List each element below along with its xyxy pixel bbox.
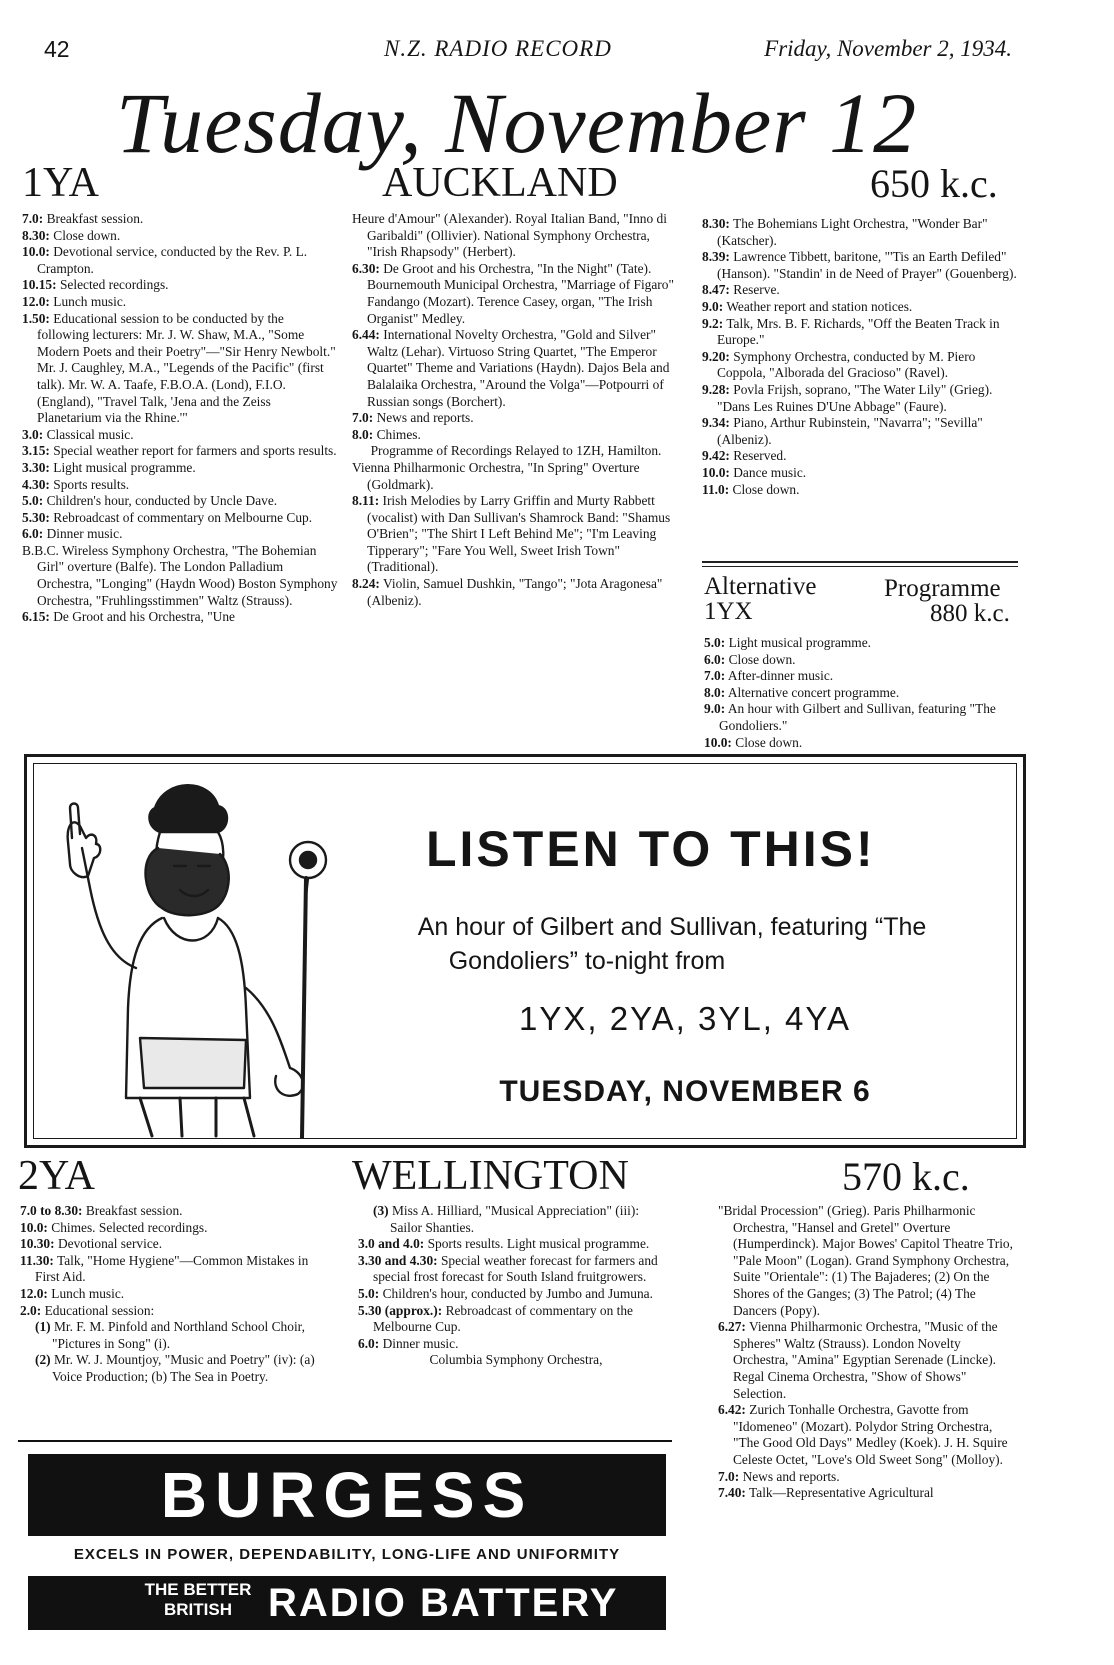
entry-description: Close down. [728, 651, 796, 667]
station-city-auckland: AUCKLAND [382, 160, 618, 206]
schedule-entry [704, 652, 1020, 669]
entry-time: 7.0: [22, 211, 44, 226]
alt-divider-top [702, 561, 1018, 563]
entry-description: Violin, Samuel Dushkin, "Tango"; "Jota Aragonesa" (Albeniz). [367, 576, 663, 608]
entry-description: Lunch music. [53, 293, 127, 309]
alt-freq-880: 880 k.c. [930, 600, 1010, 627]
entry-description: Miss A. Hilliard, "Musical Appreciation" (iii): Sailor Shanties. [390, 1203, 640, 1235]
schedule-entry [702, 282, 1018, 299]
entry-time: 1.50: [22, 310, 50, 326]
entry-time: 5.30: [22, 509, 50, 525]
schedule-entry [352, 576, 680, 609]
schedule-entry [352, 327, 680, 410]
entry-description: Weather report and station notices. [726, 298, 913, 314]
auckland-column-1 [22, 211, 338, 626]
schedule-entry [358, 1253, 674, 1286]
entry-time: 8.30: [702, 216, 730, 231]
ad-text-line-2: Gondoliers” to-night from [448, 947, 726, 975]
entry-description: Programme of Recordings Relayed to 1ZH, Hamilton. [370, 443, 662, 459]
entry-description: De Groot and his Orchestra, "Une [53, 609, 235, 625]
entry-description: Mr. W. J. Mountjoy, "Music and Poetry" (iv): (a) Voice Production; (b) The Sea in Poetry. [52, 1352, 315, 1384]
schedule-entry [702, 448, 1018, 465]
schedule-entry [22, 294, 338, 311]
schedule-entry [702, 216, 1018, 249]
entry-description: Breakfast session. [85, 1203, 183, 1218]
entry-description: Classical music. [46, 426, 134, 442]
burgess-small-1: THE BETTER [144, 1580, 252, 1599]
entry-description: Heure d'Amour" (Alexander). Royal Italian Band, "Inno di Garibaldi" (Ollivier). National Symphony Orchestra, "Irish Rhapsody" (Herbert). [352, 211, 667, 260]
entry-description: Mr. F. M. Pinfold and Northland School Choir, "Pictures in Song" (i). [52, 1319, 305, 1351]
auckland-column-3 [702, 216, 1018, 498]
schedule-entry [20, 1303, 336, 1320]
entry-description: Lunch music. [51, 1285, 125, 1301]
schedule-entry [22, 311, 338, 427]
entry-description: Breakfast session. [46, 211, 144, 226]
entry-description: Povla Frijsh, soprano, "The Water Lily" (Grieg). "Dans Les Ruines D'Une Abbage" (Faure). [717, 381, 993, 414]
entry-time: 8.30: [22, 227, 50, 243]
entry-description: Symphony Orchestra, conducted by M. Piero Coppola, "Alborada del Gracioso" (Ravel). [717, 348, 976, 381]
schedule-entry [702, 482, 1018, 499]
schedule-entry [352, 410, 680, 427]
schedule-entry [718, 1485, 1018, 1502]
entry-time: 11.0: [702, 481, 730, 497]
schedule-entry [20, 1220, 336, 1237]
entry-time: 5.0: [358, 1285, 380, 1301]
entry-description: Sports results. [53, 476, 130, 492]
entry-description: Rebroadcast of commentary on the Melbourne Cup. [373, 1302, 633, 1335]
entry-time: 6.0: [358, 1335, 380, 1351]
page-header [44, 36, 1012, 66]
entry-description: Talk—Representative Agricultural [749, 1485, 934, 1501]
schedule-entry [352, 460, 680, 493]
entry-description: Vienna Philharmonic Orchestra, "Music of the Spheres" Waltz (Strauss). London Novelty Orchestra, "Amina" Egyptian Serenade (Lincke). Regal Cinema Orchestra, "Show of Shows" Selection. [733, 1319, 998, 1401]
station-call-2ya: 2YA [18, 1153, 96, 1199]
alt-label: Alternative [704, 573, 817, 600]
schedule-entry [358, 1352, 674, 1369]
entry-description: B.B.C. Wireless Symphony Orchestra, "The Bohemian Girl" overture (Balfe). The London Palladium Orchestra, "Longing" (Haydn Wood) Boston Symphony Orchestra, "Fruhlingsstimmen" Waltz (Strauss). [22, 542, 338, 608]
entry-time: 11.30: [20, 1252, 54, 1268]
entry-description: Educational session to be conducted by the following lecturers: Mr. J. W. Shaw, M.A., "Some Modern Poets and their Poetry"—"Sir Henry Newbolt." Mr. J. Caughley, M.A., "Legends of the Pacific" (first talk). Mr. W. A. Taafe, F.B.O.A. (Lond), F.I.O. (England), "Travel Talk, 'Jena and the Zeiss Planetarium via the Rhine.'" [37, 310, 336, 426]
entry-description: An hour with Gilbert and Sullivan, featuring "The Gondoliers." [719, 701, 996, 733]
schedule-entry [20, 1236, 336, 1253]
burgess-top-rule [18, 1440, 672, 1442]
alt-schedule [704, 635, 1020, 751]
entry-description: Piano, Arthur Rubinstein, "Navarra"; "Sevilla" (Albeniz). [717, 415, 983, 447]
entry-time: 9.34: [702, 415, 730, 431]
entry-description: Devotional service. [57, 1236, 163, 1252]
schedule-entry [358, 1236, 674, 1253]
schedule-entry [704, 685, 1020, 702]
schedule-entry [22, 228, 338, 245]
schedule-entry [358, 1286, 674, 1303]
entry-time: 9.42: [702, 448, 730, 464]
station-freq-570: 570 k.c. [842, 1154, 970, 1199]
entry-description: Light musical programme. [53, 459, 196, 475]
schedule-entry [22, 460, 338, 477]
entry-description: Close down. [732, 481, 800, 497]
entry-time: 7.0 to 8.30: [20, 1203, 83, 1218]
entry-time: 9.28: [702, 381, 730, 397]
schedule-entry [702, 382, 1018, 415]
schedule-entry [358, 1203, 674, 1236]
schedule-entry [702, 415, 1018, 448]
schedule-entry [718, 1402, 1018, 1468]
entry-time: 9.0: [704, 701, 726, 717]
alt-call-1yx: 1YX [704, 598, 753, 625]
entry-description: Chimes. [376, 426, 421, 442]
schedule-entry [22, 477, 338, 494]
entry-description: Zurich Tonhalle Orchestra, Gavotte from "Idomeneo" (Mozart). Polydor String Orchestra, "The Good Old Days" Medley (Koek). J. H. Squire Celeste Octet, "Love's Old Sweet Song" (Molloy). [733, 1402, 1008, 1467]
entry-time: 5.0: [704, 635, 726, 650]
entry-time: 10.0: [22, 244, 50, 260]
entry-description: Selected recordings. [59, 277, 169, 293]
entry-time: 5.30 (approx.): [358, 1302, 443, 1318]
entry-time: 3.15: [22, 443, 50, 459]
burgess-brand: BURGESS [160, 1459, 534, 1531]
entry-time: (3) [373, 1203, 389, 1218]
gondolier-illustration [40, 768, 370, 1138]
schedule-entry [702, 316, 1018, 349]
schedule-entry [352, 427, 680, 444]
schedule-entry [22, 427, 338, 444]
auckland-column-2 [352, 211, 680, 609]
entry-description: Close down. [735, 734, 803, 750]
entry-time: 6.15: [22, 609, 50, 625]
schedule-entry [22, 609, 338, 626]
entry-time: 7.40: [718, 1485, 746, 1501]
entry-time: 8.47: [702, 282, 730, 298]
schedule-entry [20, 1286, 336, 1303]
entry-description: After-dinner music. [727, 668, 834, 684]
entry-time: 5.0: [22, 493, 44, 509]
ad-text-line-1: An hour of Gilbert and Sullivan, featuring “The [417, 913, 927, 941]
entry-description: International Novelty Orchestra, "Gold and Silver" Waltz (Lehar). Virtuoso String Quartet, "The Emperor Quartet" Theme and Variations (Haydn). Dajos Bela and Balalaika Orchestra, "Around the Volga"—Potpourri of Russian songs (Borchert). [367, 327, 670, 409]
entry-description: Alternative concert programme. [727, 684, 900, 700]
wellington-column-1 [20, 1203, 336, 1386]
entry-time: 8.11: [352, 493, 380, 509]
station-city-wellington: WELLINGTON [352, 1153, 629, 1199]
entry-description: The Bohemians Light Orchestra, "Wonder Bar" (Katscher). [717, 216, 988, 248]
publication-title: N.Z. RADIO RECORD [384, 36, 612, 61]
entry-description: "Bridal Procession" (Grieg). Paris Philharmonic Orchestra, "Hansel and Gretel" Overture (Humperdinck). Major Bowes' Capitol Theatre Trio, "Pale Moon" (Logan). Grand Symphony Orchestra, Suite "Orientale": (1) The Bajaderes; (2) On the Shores of the Ganges; (3) The Patrol; (4) The Dancers (Popy). [718, 1203, 1013, 1318]
entry-time: 8.39: [702, 249, 730, 265]
entry-time: 6.27: [718, 1319, 746, 1335]
entry-time: 9.0: [702, 298, 724, 314]
schedule-entry [22, 493, 338, 510]
schedule-entry [704, 635, 1020, 652]
entry-description: Irish Melodies by Larry Griffin and Murty Rabbett (vocalist) with Dan Sullivan's Shamrock Band: "Shamus O'Brien"; "The Shirt I Left Behind Me"; "I'm Leaving Tipperary"; "Fare You Well, Sweet Irish Town" (Traditional). [367, 493, 671, 575]
entry-time: 2.0: [20, 1302, 42, 1318]
wellington-column-3 [718, 1203, 1018, 1502]
alt-divider-bottom [702, 566, 1018, 567]
schedule-entry [22, 244, 338, 277]
entry-description: Close down. [53, 227, 121, 243]
entry-time: 6.44: [352, 327, 380, 343]
entry-time: 3.0: [22, 426, 44, 442]
schedule-entry [352, 493, 680, 576]
schedule-entry [702, 349, 1018, 382]
entry-description: Dance music. [733, 464, 807, 480]
schedule-entry [718, 1203, 1018, 1319]
entry-time: 8.0: [352, 426, 374, 442]
entry-time: 7.0: [718, 1468, 740, 1484]
entry-description: Columbia Symphony Orchestra, [429, 1352, 603, 1368]
schedule-entry [718, 1319, 1018, 1402]
entry-time: 3.0 and 4.0: [358, 1236, 425, 1252]
ad-headline: LISTEN TO THIS! [426, 821, 876, 877]
schedule-entry [352, 443, 680, 460]
entry-time: 6.0: [22, 526, 44, 542]
entry-time: 8.24: [352, 576, 380, 592]
wellington-column-2 [358, 1203, 674, 1369]
burgess-battery-ad [18, 1440, 672, 1638]
entry-description: News and reports. [376, 410, 474, 426]
entry-time: 9.2: [702, 315, 724, 331]
schedule-entry [22, 526, 338, 543]
entry-description: Rebroadcast of commentary on Melbourne Cup. [53, 509, 313, 525]
entry-description: Children's hour, conducted by Jumbo and Jumuna. [382, 1285, 653, 1301]
schedule-entry [358, 1336, 674, 1353]
station-freq-650: 650 k.c. [870, 161, 998, 206]
schedule-entry [702, 249, 1018, 282]
entry-time: 12.0: [20, 1285, 48, 1301]
entry-description: Special weather forecast for farmers and special frost forecast for South Island fruitgrowers. [373, 1252, 658, 1285]
burgess-small-2: BRITISH [164, 1600, 232, 1619]
entry-time: 6.0: [704, 651, 726, 667]
entry-description: Devotional service, conducted by the Rev. P. L. Crampton. [37, 244, 308, 276]
entry-time: 8.0: [704, 684, 726, 700]
entry-description: De Groot and his Orchestra, "In the Night" (Tate). Bournemouth Municipal Orchestra, "Marriage of Figaro" Fandango (Mozart). Terence Casey, organ, "The Irish Organist" Medley. [367, 260, 674, 326]
schedule-entry [704, 701, 1020, 734]
schedule-entry [22, 543, 338, 609]
schedule-entry [352, 211, 680, 261]
entry-time: 9.20: [702, 348, 730, 364]
schedule-entry [358, 1303, 674, 1336]
entry-time: 6.30: [352, 260, 380, 276]
entry-description: Talk, "Home Hygiene"—Common Mistakes in First Aid. [35, 1252, 309, 1285]
entry-description: Light musical programme. [728, 635, 871, 650]
entry-description: News and reports. [742, 1468, 840, 1484]
page-number: 42 [44, 36, 70, 62]
entry-time: 4.30: [22, 476, 50, 492]
entry-description: Children's hour, conducted by Uncle Dave. [46, 493, 278, 509]
entry-description: Lawrence Tibbett, baritone, "'Tis an Earth Defiled" (Hanson). "Standin' in de Need of Prayer" (Gouenberg). [717, 249, 1017, 281]
entry-description: Vienna Philharmonic Orchestra, "In Spring" Overture (Goldmark). [352, 459, 640, 492]
alt-programme-label: Programme [884, 575, 1001, 602]
entry-time: 3.30 and 4.30: [358, 1252, 438, 1268]
entry-time: 10.0: [704, 734, 732, 750]
station-call-1ya: 1YA [22, 160, 100, 206]
schedule-entry [22, 443, 338, 460]
entry-time: 10.0: [702, 464, 730, 480]
schedule-entry [20, 1352, 336, 1385]
entry-description: Special weather report for farmers and sports results. [53, 443, 337, 459]
entry-time: (2) [35, 1352, 51, 1368]
burgess-tagline: EXCELS IN POWER, DEPENDABILITY, LONG-LIFE AND UNIFORMITY [73, 1546, 621, 1563]
ad-date: TUESDAY, NOVEMBER 6 [499, 1075, 871, 1108]
schedule-entry [718, 1469, 1018, 1486]
schedule-entry [352, 261, 680, 327]
entry-description: Reserved. [733, 448, 787, 464]
entry-description: Sports results. Light musical programme. [427, 1236, 650, 1252]
ad-stations: 1YX, 2YA, 3YL, 4YA [519, 1000, 851, 1037]
schedule-entry [702, 465, 1018, 482]
schedule-entry [22, 211, 338, 228]
schedule-entry [702, 299, 1018, 316]
issue-date: Friday, November 2, 1934. [764, 36, 1012, 61]
entry-description: Reserve. [733, 282, 780, 298]
entry-time: 6.42: [718, 1402, 746, 1418]
schedule-entry [20, 1253, 336, 1286]
schedule-entry [704, 668, 1020, 685]
entry-description: Dinner music. [46, 526, 123, 542]
day-title: Tuesday, November 12 [116, 75, 918, 171]
entry-time: 10.0: [20, 1219, 48, 1235]
schedule-entry [22, 510, 338, 527]
entry-time: 3.30: [22, 459, 50, 475]
entry-description: Talk, Mrs. B. F. Richards, "Off the Beaten Track in Europe." [717, 315, 1000, 348]
entry-time: 7.0: [352, 410, 374, 426]
schedule-entry [22, 277, 338, 294]
entry-description: Chimes. Selected recordings. [51, 1219, 208, 1235]
entry-description: Educational session: [44, 1302, 155, 1318]
entry-description: Dinner music. [382, 1335, 459, 1351]
entry-time: 12.0: [22, 293, 50, 309]
schedule-entry [704, 735, 1020, 752]
entry-time: 10.15: [22, 277, 57, 293]
entry-time: 10.30: [20, 1236, 55, 1252]
burgess-product: RADIO BATTERY [268, 1581, 619, 1625]
schedule-entry [20, 1203, 336, 1220]
entry-time: (1) [35, 1319, 51, 1335]
schedule-entry [20, 1319, 336, 1352]
entry-time: 7.0: [704, 668, 726, 684]
